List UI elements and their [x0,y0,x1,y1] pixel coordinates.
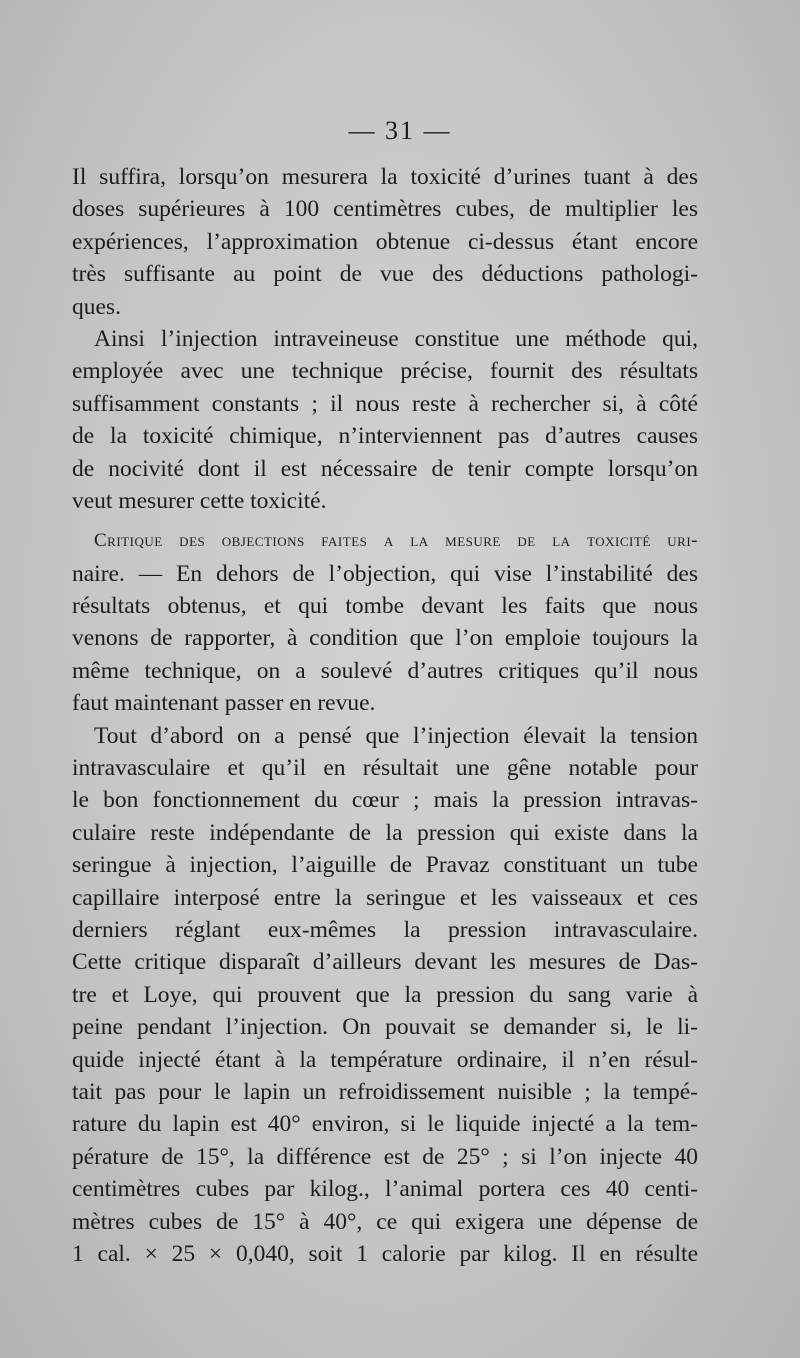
text-line: quide injecté étant à la température ordinaire, il n’en résul- [72,1046,698,1073]
text-line: Cette critique disparaît d’ailleurs devant les mesures de Das- [72,949,698,976]
paragraph [72,720,698,1271]
text-line: expériences, l’approximation obtenue ci-dessus étant encore [72,228,698,255]
text-line: pérature de 15°, la différence est de 25° ; si l’on injecte 40 [72,1143,698,1170]
text-line: même technique, on a soulevé d’autres critiques qu’il nous [72,657,698,684]
body-text [72,161,698,1270]
text-line: ques. [72,293,121,320]
paragraph [72,161,698,323]
text-line: culaire reste indépendante de la pression qui existe dans la [72,819,698,846]
text-line: seringue à injection, l’aiguille de Pravaz constituant un tube [72,852,698,879]
text-line: Il suffira, lorsqu’on mesurera la toxicité d’urines tuant à des [72,164,698,190]
text-line: capillaire interposé entre la seringue et les vaisseaux et ces [72,884,698,911]
text-line: rature du lapin est 40° environ, si le liquide injecté a la tem- [72,1111,698,1138]
text-line: de nocivité dont il est nécessaire de tenir compte lorsqu’on [72,455,698,482]
text-line: le bon fonctionnement du cœur ; mais la pression intravas- [72,787,698,814]
section-heading-line: Critique des objections faites a la mesure de la toxicité uri- [94,530,698,552]
text-line: tait pas pour le lapin un refroidissement nuisible ; la tempé- [72,1078,698,1105]
text-line: doses supérieures à 100 centimètres cubes, de multiplier les [72,196,698,223]
text-line: veut mesurer cette toxicité. [72,487,327,514]
paragraph [72,323,698,517]
text-line: faut maintenant passer en revue. [72,690,376,717]
text-line: mètres cubes de 15° à 40°, ce qui exigera une dépense de [72,1208,698,1235]
text-line: intravasculaire et qu’il en résultait une gêne notable pour [72,755,698,782]
text-line: peine pendant l’injection. On pouvait se demander si, le li- [72,1014,698,1041]
text-line: suffisamment constants ; il nous reste à rechercher si, à côté [72,390,698,417]
text-line: centimètres cubes par kilog., l’animal portera ces 40 centi- [72,1176,698,1203]
text-line: naire. — En dehors de l’objection, qui vise l’instabilité des [72,560,698,587]
page-number: — 31 — [348,116,452,145]
paragraph [72,525,698,719]
text-line: très suffisante au point de vue des déductions pathologi- [72,261,698,288]
text-line: de la toxicité chimique, n’interviennent pas d’autres causes [72,423,698,450]
text-line: employée avec une technique précise, fournit des résultats [72,358,698,385]
text-line: 1 cal. × 25 × 0,040, soit 1 calorie par kilog. Il en résulte [72,1240,698,1267]
text-line: Tout d’abord on a pensé que l’injection élevait la tension [94,722,698,749]
text-line: derniers réglant eux-mêmes la pression intravasculaire. [72,916,698,943]
text-line: venons de rapporter, à condition que l’on emploie toujours la [72,625,698,652]
text-line: tre et Loye, qui prouvent que la pression du sang varie à [72,981,698,1008]
text-line: Ainsi l’injection intraveineuse constitue une méthode qui, [94,325,698,352]
text-line: résultats obtenus, et qui tombe devant les faits que nous [72,593,698,620]
